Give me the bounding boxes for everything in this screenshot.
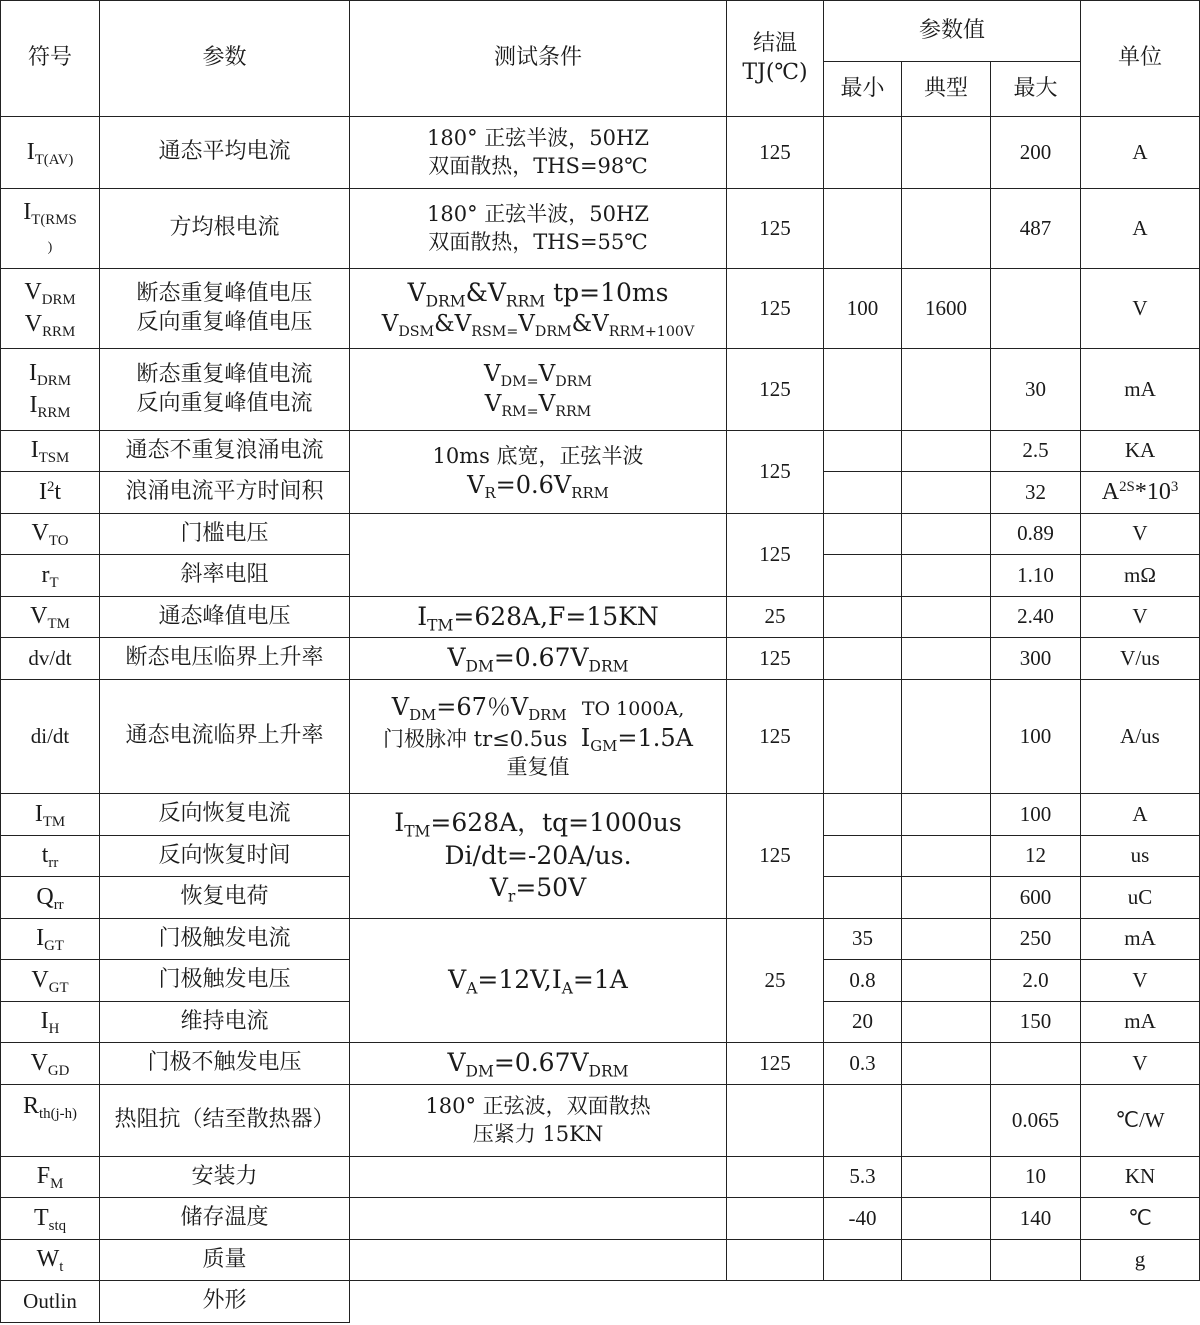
typ-cell bbox=[902, 638, 991, 680]
min-cell: 0.8 bbox=[824, 960, 902, 1002]
unit-cell: g bbox=[1081, 1240, 1200, 1281]
typ-cell bbox=[902, 960, 991, 1002]
unit-cell: A bbox=[1081, 794, 1200, 836]
condition-tp: tp=10ms bbox=[553, 278, 669, 308]
param-line: 断态重复峰值电流 bbox=[136, 361, 313, 387]
param-line: 反向重复峰值电流 bbox=[136, 390, 313, 416]
unit-cell: uC bbox=[1081, 877, 1200, 919]
condition-line: 180° 正弦半波，50HZ bbox=[427, 202, 649, 227]
param-cell: 通态峰值电压 bbox=[100, 597, 350, 638]
min-cell: 20 bbox=[824, 1002, 902, 1043]
unit-cell: V bbox=[1081, 597, 1200, 638]
param-cell: 斜率电阻 bbox=[100, 555, 350, 597]
param-cell: 门槛电压 bbox=[100, 514, 350, 555]
table-row bbox=[1, 117, 1200, 189]
min-cell bbox=[824, 514, 902, 555]
max-cell: 12 bbox=[991, 836, 1081, 877]
tj-cell: 125 bbox=[727, 117, 824, 189]
tj-cell: 125 bbox=[727, 638, 824, 680]
header-row bbox=[1, 1, 1200, 62]
symbol-idrm-irrm: $I_{DRM}$ $I_{RRM}$ bbox=[1, 349, 100, 431]
condition-cell: $V_{DM}=0.67V_{DRM}$ bbox=[350, 1043, 727, 1085]
symbol-didt: di/dt bbox=[1, 680, 100, 794]
param-cell: 外形 bbox=[100, 1281, 350, 1323]
unit-cell: A/us bbox=[1081, 680, 1200, 794]
param-cell: 通态电流临界上升率 bbox=[100, 680, 350, 794]
header-junction-temp bbox=[727, 1, 824, 117]
table-row bbox=[1, 638, 1200, 680]
max-cell: 300 bbox=[991, 638, 1081, 680]
unit-cell: V bbox=[1081, 514, 1200, 555]
symbol-rt: $r_T$ bbox=[1, 555, 100, 597]
table-row bbox=[1, 1240, 1200, 1281]
condition-cell: $V_A=12V,I_A=1A$ bbox=[350, 919, 727, 1043]
symbol-wt: $W_t$ bbox=[1, 1240, 100, 1281]
param-cell: 门极触发电流 bbox=[100, 919, 350, 960]
table-row bbox=[1, 1198, 1200, 1240]
min-cell: 100 bbox=[824, 269, 902, 349]
param-line: 反向重复峰值电压 bbox=[136, 309, 313, 335]
max-cell: 150 bbox=[991, 1002, 1081, 1043]
header-tj-line1: 结温 bbox=[752, 30, 797, 56]
typ-cell bbox=[902, 555, 991, 597]
condition-cell bbox=[350, 117, 727, 189]
table-row bbox=[1, 189, 1200, 269]
min-cell bbox=[824, 431, 902, 472]
unit-cell: A bbox=[1081, 117, 1200, 189]
max-cell: 100 bbox=[991, 680, 1081, 794]
unit-cell: us bbox=[1081, 836, 1200, 877]
max-cell bbox=[991, 1240, 1081, 1281]
max-cell: 600 bbox=[991, 877, 1081, 919]
typ-cell bbox=[902, 680, 991, 794]
symbol-trr: $t_{rr}$ bbox=[1, 836, 100, 877]
unit-cell: KN bbox=[1081, 1157, 1200, 1198]
condition-value: 门极脉冲 tr≤0.5us bbox=[382, 726, 568, 751]
max-cell: 100 bbox=[991, 794, 1081, 836]
condition-line: $V_{DRM}\&V_{RRM}$ tp=10ms bbox=[407, 278, 669, 311]
max-cell bbox=[991, 1043, 1081, 1085]
unit-cell: V bbox=[1081, 269, 1200, 349]
condition-cell bbox=[350, 349, 727, 431]
condition-value: =628A，tq=1000us bbox=[430, 808, 682, 838]
condition-cell-empty bbox=[350, 1240, 727, 1281]
unit-cell: ℃/W bbox=[1081, 1085, 1200, 1157]
header-typ: 典型 bbox=[902, 62, 991, 117]
symbol-i2t: $I^2t$ bbox=[1, 472, 100, 514]
symbol-ih: $I_H$ bbox=[1, 1002, 100, 1043]
symbol-tstq: $T_{stq}$ bbox=[1, 1198, 100, 1240]
tj-cell: 125 bbox=[727, 269, 824, 349]
typ-cell bbox=[902, 1240, 991, 1281]
header-symbol: 符号 bbox=[1, 1, 100, 117]
unit-exponent: 3 bbox=[1170, 478, 1179, 495]
table-row bbox=[1, 919, 1200, 960]
param-cell: 储存温度 bbox=[100, 1198, 350, 1240]
tj-cell bbox=[727, 1198, 824, 1240]
condition-value: =67％ bbox=[436, 692, 511, 721]
typ-cell bbox=[902, 472, 991, 514]
condition-cell bbox=[350, 680, 727, 794]
min-cell bbox=[824, 877, 902, 919]
unit-superscript: 2S bbox=[1119, 478, 1135, 495]
typ-cell bbox=[902, 1198, 991, 1240]
symbol-itm: $I_{TM}$ bbox=[1, 794, 100, 836]
table-row bbox=[1, 349, 1200, 431]
param-cell: 恢复电荷 bbox=[100, 877, 350, 919]
table-row bbox=[1, 514, 1200, 555]
header-max: 最大 bbox=[991, 62, 1081, 117]
typ-cell bbox=[902, 117, 991, 189]
symbol-vgd: $V_{GD}$ bbox=[1, 1043, 100, 1085]
typ-cell bbox=[902, 919, 991, 960]
condition-value: =1.5A bbox=[617, 723, 694, 752]
condition-cell bbox=[350, 269, 727, 349]
tj-cell: 125 bbox=[727, 680, 824, 794]
condition-cell-empty bbox=[350, 514, 727, 597]
condition-add: +100V bbox=[644, 323, 695, 340]
condition-line: 压紧力 15KN bbox=[472, 1121, 604, 1146]
condition-line: $V_{DM}=67$％$V_{DRM}$ TO 1000A, bbox=[391, 692, 685, 724]
tj-cell: 25 bbox=[727, 597, 824, 638]
symbol-it-rms: $I_{T(RMS}$ ) bbox=[1, 189, 100, 269]
typ-cell bbox=[902, 431, 991, 472]
min-cell bbox=[824, 1085, 902, 1157]
condition-line: 双面散热，THS=55℃ bbox=[428, 229, 648, 254]
condition-value: =12V, bbox=[477, 965, 552, 995]
param-cell: 反向恢复电流 bbox=[100, 794, 350, 836]
condition-cell: $I_{TM}=628A,F=15KN$ bbox=[350, 597, 727, 638]
param-cell: 通态平均电流 bbox=[100, 117, 350, 189]
tj-cell: 125 bbox=[727, 1043, 824, 1085]
min-cell bbox=[824, 836, 902, 877]
header-unit: 单位 bbox=[1081, 1, 1200, 117]
condition-value: =50V bbox=[515, 873, 587, 903]
symbol-dvdt: dv/dt bbox=[1, 638, 100, 680]
unit-cell: mA bbox=[1081, 349, 1200, 431]
typ-cell bbox=[902, 349, 991, 431]
max-cell: 140 bbox=[991, 1198, 1081, 1240]
condition-value: TO 1000A, bbox=[581, 697, 685, 720]
unit-cell: KA bbox=[1081, 431, 1200, 472]
symbol-outlin: Outlin bbox=[1, 1281, 100, 1323]
tj-cell bbox=[727, 1157, 824, 1198]
param-cell: 反向恢复时间 bbox=[100, 836, 350, 877]
condition-value: =0.67 bbox=[493, 1048, 571, 1078]
typ-cell bbox=[902, 836, 991, 877]
condition-line: 180° 正弦半波，50HZ bbox=[427, 126, 649, 151]
param-cell: 安装力 bbox=[100, 1157, 350, 1198]
typ-cell bbox=[902, 514, 991, 555]
typ-cell bbox=[902, 1157, 991, 1198]
condition-line: 180° 正弦波，双面散热 bbox=[425, 1094, 651, 1119]
condition-line: 门极脉冲 tr≤0.5us $I_{GM}=1.5A$ bbox=[382, 723, 694, 756]
condition-value: =628A,F=15KN bbox=[453, 601, 659, 631]
table-row bbox=[1, 597, 1200, 638]
min-cell: 35 bbox=[824, 919, 902, 960]
min-cell: 0.3 bbox=[824, 1043, 902, 1085]
min-cell bbox=[824, 1240, 902, 1281]
max-cell: 200 bbox=[991, 117, 1081, 189]
min-cell: 5.3 bbox=[824, 1157, 902, 1198]
typ-cell bbox=[902, 1043, 991, 1085]
table-row bbox=[1, 1043, 1200, 1085]
tj-cell: 125 bbox=[727, 794, 824, 919]
min-cell bbox=[824, 189, 902, 269]
condition-line: $V_{RM=}V_{RRM}$ bbox=[484, 390, 592, 420]
symbol-igt: $I_{GT}$ bbox=[1, 919, 100, 960]
max-cell: 0.065 bbox=[991, 1085, 1081, 1157]
tj-cell: 25 bbox=[727, 919, 824, 1043]
tj-cell bbox=[727, 1240, 824, 1281]
max-cell: 30 bbox=[991, 349, 1081, 431]
symbol-itsm: $I_{TSM}$ bbox=[1, 431, 100, 472]
condition-cell bbox=[350, 794, 727, 919]
tj-cell: 125 bbox=[727, 431, 824, 514]
table-row bbox=[1, 431, 1200, 472]
condition-line: 双面散热，THS=98℃ bbox=[428, 153, 648, 178]
max-cell: 2.40 bbox=[991, 597, 1081, 638]
typ-cell bbox=[902, 189, 991, 269]
unit-cell bbox=[1081, 472, 1200, 514]
condition-cell: $V_{DM}=0.67V_{DRM}$ bbox=[350, 638, 727, 680]
min-cell bbox=[824, 794, 902, 836]
table-row bbox=[1, 1281, 1200, 1323]
outline-cell-empty bbox=[350, 1281, 1200, 1323]
max-cell: 250 bbox=[991, 919, 1081, 960]
header-values: 参数值 bbox=[824, 1, 1081, 62]
param-cell: 门极触发电压 bbox=[100, 960, 350, 1002]
unit-cell: mA bbox=[1081, 1002, 1200, 1043]
condition-value: =0.6 bbox=[495, 471, 554, 500]
min-cell bbox=[824, 638, 902, 680]
min-cell bbox=[824, 472, 902, 514]
max-cell: 1.10 bbox=[991, 555, 1081, 597]
typ-cell bbox=[902, 1002, 991, 1043]
param-cell: 浪涌电流平方时间积 bbox=[100, 472, 350, 514]
max-cell: 0.89 bbox=[991, 514, 1081, 555]
condition-line: $V_{DM=}V_{DRM}$ bbox=[484, 360, 592, 390]
typ-cell: 1600 bbox=[902, 269, 991, 349]
min-cell bbox=[824, 597, 902, 638]
max-cell: 2.5 bbox=[991, 431, 1081, 472]
unit-cell: V bbox=[1081, 1043, 1200, 1085]
param-cell bbox=[100, 349, 350, 431]
table-row bbox=[1, 1157, 1200, 1198]
condition-cell bbox=[350, 189, 727, 269]
symbol-qrr: $Q_{rr}$ bbox=[1, 877, 100, 919]
condition-line: $I_{TM}=628A$，tq=1000us bbox=[394, 808, 682, 841]
param-cell: 维持电流 bbox=[100, 1002, 350, 1043]
min-cell bbox=[824, 555, 902, 597]
symbol-vdrm-vrrm: $V_{DRM}$ $V_{RRM}$ bbox=[1, 269, 100, 349]
header-parameter: 参数 bbox=[100, 1, 350, 117]
param-cell: 断态电压临界上升率 bbox=[100, 638, 350, 680]
header-min: 最小 bbox=[824, 62, 902, 117]
unit-cell: V/us bbox=[1081, 638, 1200, 680]
unit-multiplier: *10 bbox=[1134, 478, 1171, 505]
symbol-fm: $F_M$ bbox=[1, 1157, 100, 1198]
typ-cell bbox=[902, 794, 991, 836]
condition-cell bbox=[350, 1085, 727, 1157]
condition-cell-empty bbox=[350, 1157, 727, 1198]
symbol-rth: $R_{th(j-h)}$ bbox=[1, 1085, 100, 1157]
table-row bbox=[1, 269, 1200, 349]
max-cell: 487 bbox=[991, 189, 1081, 269]
symbol-vto: $V_{TO}$ bbox=[1, 514, 100, 555]
condition-value: =0.67 bbox=[493, 643, 571, 673]
param-cell: 热阻抗（结至散热器） bbox=[100, 1085, 350, 1157]
condition-cell bbox=[350, 431, 727, 514]
condition-cell-empty bbox=[350, 1198, 727, 1240]
tj-cell bbox=[727, 1085, 824, 1157]
typ-cell bbox=[902, 1085, 991, 1157]
table-row bbox=[1, 794, 1200, 836]
symbol-vgt: $V_{GT}$ bbox=[1, 960, 100, 1002]
max-cell bbox=[991, 269, 1081, 349]
max-cell: 32 bbox=[991, 472, 1081, 514]
param-cell bbox=[100, 269, 350, 349]
typ-cell bbox=[902, 877, 991, 919]
tj-cell: 125 bbox=[727, 189, 824, 269]
max-cell: 10 bbox=[991, 1157, 1081, 1198]
condition-line: 重复值 bbox=[506, 755, 570, 780]
min-cell bbox=[824, 680, 902, 794]
param-line: 断态重复峰值电压 bbox=[136, 280, 313, 306]
condition-line: Di/dt=-20A/us. bbox=[444, 840, 632, 870]
condition-line: $V_r=50V$ bbox=[489, 873, 587, 906]
min-cell: -40 bbox=[824, 1198, 902, 1240]
min-cell bbox=[824, 349, 902, 431]
tj-cell: 125 bbox=[727, 514, 824, 597]
unit-cell: ℃ bbox=[1081, 1198, 1200, 1240]
header-test-condition: 测试条件 bbox=[350, 1, 727, 117]
param-cell: 质量 bbox=[100, 1240, 350, 1281]
header-tj-line2: TJ(℃) bbox=[742, 59, 808, 85]
condition-line: 10ms 底宽，正弦半波 bbox=[432, 443, 644, 468]
param-cell: 门极不触发电压 bbox=[100, 1043, 350, 1085]
tj-cell: 125 bbox=[727, 349, 824, 431]
condition-line: $V_{DSM}\&V_{RSM=}V_{DRM}\&V_{RRM+100V}$ bbox=[381, 310, 695, 340]
symbol-vtm: $V_{TM}$ bbox=[1, 597, 100, 638]
param-cell: 通态不重复浪涌电流 bbox=[100, 431, 350, 472]
condition-line: $V_R=0.6V_{RRM}$ bbox=[467, 471, 609, 503]
symbol-it-av: $I_{T(AV)}$ bbox=[1, 117, 100, 189]
unit-cell: V bbox=[1081, 960, 1200, 1002]
typ-cell bbox=[902, 597, 991, 638]
param-cell: 方均根电流 bbox=[100, 189, 350, 269]
unit-cell: mΩ bbox=[1081, 555, 1200, 597]
condition-value: =1A bbox=[572, 965, 628, 995]
unit-cell: mA bbox=[1081, 919, 1200, 960]
table-row bbox=[1, 680, 1200, 794]
min-cell bbox=[824, 117, 902, 189]
unit-base: A bbox=[1101, 478, 1120, 505]
max-cell: 2.0 bbox=[991, 960, 1081, 1002]
unit-cell: A bbox=[1081, 189, 1200, 269]
table-row bbox=[1, 1085, 1200, 1157]
